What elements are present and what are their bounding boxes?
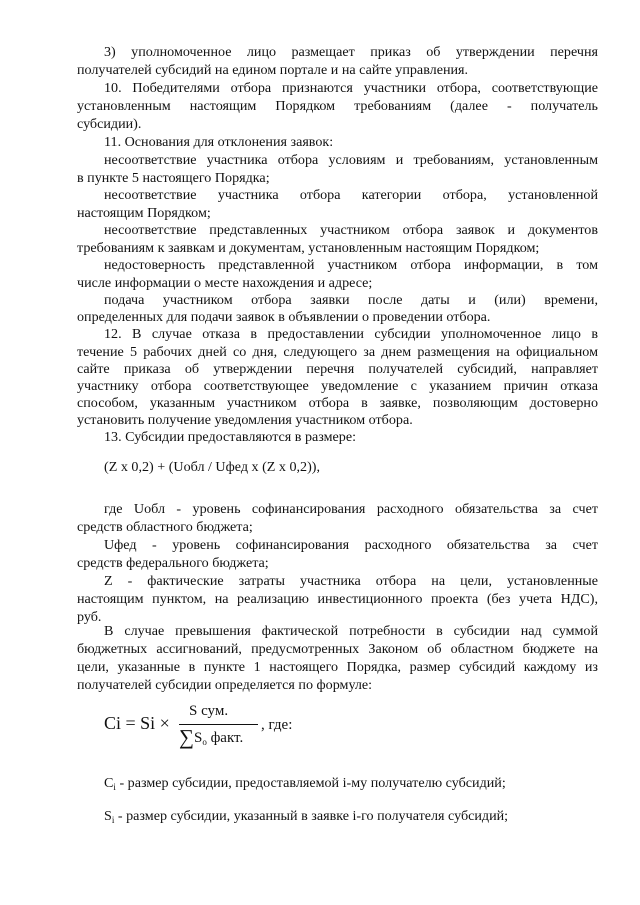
text-line: 3) уполномоченное лицо размещает приказ об утверждении перечня <box>104 44 598 60</box>
text-line: недостоверность представленной участником отбора информации, в том <box>104 257 598 273</box>
text-line: получателей субсидий на едином портале и на сайте управления. <box>77 62 469 78</box>
text-line: в пункте 5 настоящего Порядка; <box>77 170 270 186</box>
text-line: В случае превышения фактической потребности в субсидии над суммой <box>104 623 598 639</box>
text-line: средств федерального бюджета; <box>77 555 269 571</box>
formula-denominator <box>179 726 243 753</box>
text-line: 11. Основания для отклонения заявок: <box>104 134 334 150</box>
den-sub: о <box>202 737 207 747</box>
text-line: 13. Субсидии предоставляются в размере: <box>104 429 357 445</box>
text-line: настоящим Порядком; <box>77 205 211 221</box>
text-line: способом, указанным участником отбора в заявке, позволяющим достоверно <box>77 395 598 411</box>
text-line: получателей субсидии определяется по формуле: <box>77 677 373 693</box>
text-line: подача участником отбора заявки после даты и (или) времени, <box>104 292 598 308</box>
def-symbol: S <box>104 808 112 824</box>
text-line: бюджетных ассигнований, предусмотренных Законом об областном бюджете на <box>77 641 598 657</box>
text-line: сайте приказа об утверждении перечня получателей субсидий, направляет <box>77 361 598 377</box>
formula-subsidy-size: (Z x 0,2) + (Uобл / Uфед x (Z x 0,2)), <box>104 459 321 475</box>
text-line: несоответствие участника отбора категории отбора, установленной <box>104 187 598 203</box>
def-sub: i <box>113 782 116 792</box>
text-line: где Uобл - уровень софинансирования расходного обязательства за счет <box>104 501 598 517</box>
text-line: цели, указанные в пункте 1 настоящего Порядка, размер субсидий каждому из <box>77 659 598 675</box>
text-line: течение 5 рабочих дней со дня, следующего за днем размещения на официальном <box>77 344 598 360</box>
text-line: 10. Победителями отбора признаются участники отбора, соответствующие <box>104 80 598 96</box>
text-line: руб. <box>77 609 102 625</box>
def-symbol: C <box>104 775 114 791</box>
text-line: Z - фактические затраты участника отбора на цели, установленные <box>104 573 598 589</box>
text-line: Uфед - уровень софинансирования расходного обязательства за счет <box>104 537 598 553</box>
definition-si <box>104 808 508 829</box>
text-line: несоответствие участника отбора условиям и требованиям, установленным <box>104 152 598 168</box>
text-line: числе информации о месте нахождения и адресе; <box>77 275 373 291</box>
text-line: требованиям к заявкам и документам, установленным настоящим Порядком; <box>77 240 540 256</box>
text-line: средств областного бюджета; <box>77 519 253 535</box>
formula-numerator: S сум. <box>189 703 229 719</box>
text-line: несоответствие представленных участником отбора заявок и документов <box>104 222 598 238</box>
formula-lhs: Ci = Si × <box>104 713 170 733</box>
text-line: установленным настоящим Порядком требованиям (далее - получатель <box>77 98 598 114</box>
def-text: - размер субсидии, указанный в заявке i-го получателя субсидий; <box>114 808 509 824</box>
text-line: установить получение уведомления участником отбора. <box>77 412 413 428</box>
def-sub: i <box>111 815 115 825</box>
den-main: S <box>193 730 203 746</box>
text-line: участнику отбора соответствующее уведомление с указанием причин отказа <box>77 378 598 394</box>
text-line: определенных для подачи заявок в объявлении о проведении отбора. <box>77 309 491 325</box>
formula-tail: , где: <box>261 717 293 733</box>
def-text: - размер субсидии, предоставляемой i-му получателю субсидий; <box>115 775 506 791</box>
den-tail: факт. <box>206 730 244 746</box>
text-line: субсидии). <box>77 116 142 132</box>
text-line: настоящим пунктом, на реализацию инвестиционного проекта (без учета НДС), <box>77 591 598 607</box>
text-line: 12. В случае отказа в предоставлении субсидии уполномоченное лицо в <box>104 326 598 342</box>
sum-symbol: ∑ <box>179 725 194 749</box>
definition-ci <box>104 775 506 796</box>
